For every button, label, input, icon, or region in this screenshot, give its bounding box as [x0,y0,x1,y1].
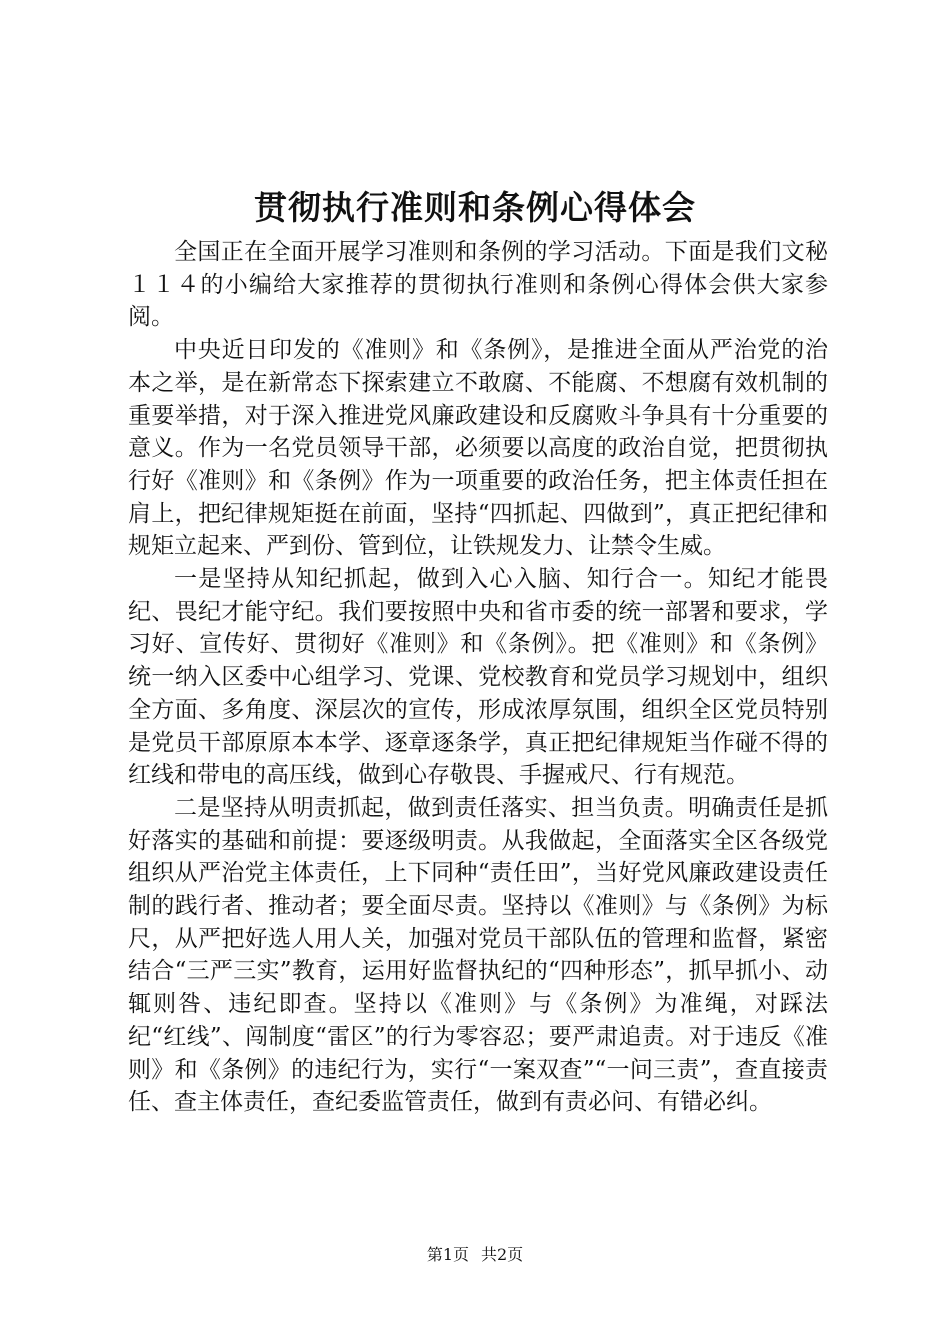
document-body [128,236,828,1119]
document-title: 贯彻执行准则和条例心得体会 [254,188,696,227]
paragraph-point-two: 二是坚持从明责抓起，做到责任落实、担当负责。明确责任是抓好落实的基础和前提：要逐级明责。从我做起，全面落实全区各级党组织从严治党主体责任，上下同种“责任田”，当好党风廉政建设责任制的践行者、推动者；要全面尽责。坚持以《准则》与《条例》为标尺，从严把好选人用人关，加强对党员干部队伍的管理和监督，紧密结合“三严三实”教育，运用好监督执纪的“四种形态”，抓早抓小、动辄则咎、违纪即查。坚持以《准则》与《条例》为准绳，对踩法纪“红线”、闯制度“雷区”的行为零容忍；要严肃追责。对于违反《准则》和《条例》的违纪行为，实行“一案双查”“一问三责”，查直接责任、查主体责任，查纪委监管责任，做到有责必问、有错必纠。 [128,794,828,1116]
page-footer [0,1244,950,1266]
page-number: 第1页 [426,1245,469,1264]
paragraph-intro: 全国正在全面开展学习准则和条例的学习活动。下面是我们文秘１１４的小编给大家推荐的贯彻执行准则和条例心得体会供大家参阅。 [128,239,828,331]
paragraph-overview: 中央近日印发的《准则》和《条例》，是推进全面从严治党的治本之举，是在新常态下探索建立不敢腐、不能腐、不想腐有效机制的重要举措，对于深入推进党风廉政建设和反腐败斗争具有十分重要的意义。作为一名党员领导干部，必须要以高度的政治自觉，把贯彻执行好《准则》和《条例》作为一项重要的政治任务，把主体责任担在肩上，把纪律规矩挺在前面，坚持“四抓起、四做到”，真正把纪律和规矩立起来、严到份、管到位，让铁规发力、让禁令生威。 [128,337,828,560]
paragraph-point-one: 一是坚持从知纪抓起，做到入心入脑、知行合一。知纪才能畏纪、畏纪才能守纪。我们要按照中央和省市委的统一部署和要求，学习好、宣传好、贯彻好《准则》和《条例》。把《准则》和《条例》统一纳入区委中心组学习、党课、党校教育和党员学习规划中，组织全方面、多角度、深层次的宣传，形成浓厚氛围，组织全区党员特别是党员干部原原本本学、逐章逐条学，真正把纪律规矩当作碰不得的红线和带电的高压线，做到心存敬畏、手握戒尺、行有规范。 [128,566,828,789]
page-total: 共2页 [481,1245,524,1264]
